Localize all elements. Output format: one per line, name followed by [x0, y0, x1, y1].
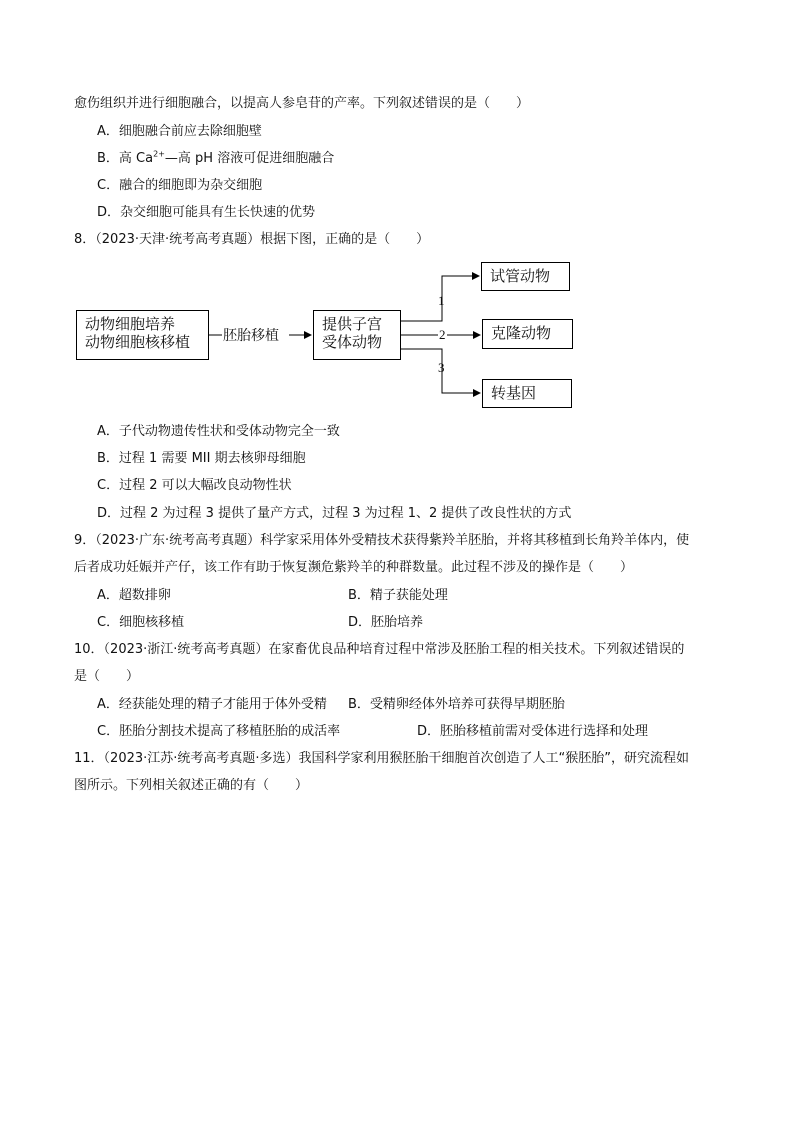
box-source-line2: 动物细胞核移植 — [85, 333, 191, 351]
q9-stem-line1: 9．（2023·广东·统考高考真题）科学家采用体外受精技术获得紫羚羊胚胎，并将其移植到长角羚羊体内，使 — [74, 533, 690, 548]
q8-stem: 8．（2023·天津·统考高考真题）根据下图，正确的是（ ） — [74, 232, 430, 247]
box-cloned-animal: 克隆动物 — [482, 319, 573, 349]
q7-option-b-post: —高 pH 溶液可促进细胞融合 — [164, 151, 335, 166]
q10-option-c: C．胚胎分割技术提高了移植胚胎的成活率 — [97, 724, 341, 739]
box-recipient — [313, 310, 401, 360]
arrow-label-embryo-transfer: 胚胎移植 — [223, 325, 279, 345]
q10-option-b: B．受精卵经体外培养可获得早期胚胎 — [348, 697, 565, 712]
q7-option-c: C．融合的细胞即为杂交细胞 — [97, 178, 263, 193]
box-test-tube-animal: 试管动物 — [481, 262, 570, 291]
q7-option-b-pre: B．高 Ca — [97, 151, 154, 166]
q9-stem-line2: 后者成功妊娠并产仔，该工作有助于恢复濒危紫羚羊的种群数量。此过程不涉及的操作是（ ） — [74, 560, 634, 575]
branch-label-3: 3 — [438, 360, 445, 375]
q10-stem-line1: 10．（2023·浙江·统考高考真题）在家畜优良品种培育过程中常涉及胚胎工程的相关技术。下列叙述错误的 — [74, 642, 685, 657]
q7-option-a: A．细胞融合前应去除细胞壁 — [97, 124, 262, 139]
box-recipient-line2: 受体动物 — [322, 333, 383, 351]
q7-stem-continuation: 愈伤组织并进行细胞融合，以提高人参皂苷的产率。下列叙述错误的是（ ） — [74, 96, 530, 111]
q9-option-a: A．超数排卵 — [97, 588, 171, 603]
box-recipient-line1: 提供子宫 — [322, 315, 383, 333]
q7-option-b-superscript: 2+ — [153, 149, 165, 159]
q8-option-d: D．过程 2 为过程 3 提供了量产方式，过程 3 为过程 1、2 提供了改良性状的方式 — [97, 506, 572, 521]
q9-option-c: C．细胞核移植 — [97, 615, 185, 630]
box-transgenic: 转基因 — [482, 379, 572, 408]
q11-stem-line2: 图所示。下列相关叙述正确的有（ ） — [74, 778, 309, 793]
q10-stem-line2: 是（ ） — [74, 669, 140, 684]
q11-stem-line1: 11．（2023·江苏·统考高考真题·多选）我国科学家利用猴胚胎干细胞首次创造了人工“猴胚胎”，研究流程如 — [74, 751, 689, 766]
q10-option-a: A．经获能处理的精子才能用于体外受精 — [97, 697, 327, 712]
q8-option-c: C．过程 2 可以大幅改良动物性状 — [97, 478, 292, 493]
q9-option-b: B．精子获能处理 — [348, 588, 448, 603]
q8-option-a: A．子代动物遗传性状和受体动物完全一致 — [97, 424, 340, 439]
q9-option-d: D．胚胎培养 — [348, 615, 424, 630]
branch-label-2: 2 — [439, 327, 446, 342]
box-source-line1: 动物细胞培养 — [85, 315, 176, 333]
box-source-techniques — [76, 310, 209, 360]
q10-option-d: D．胚胎移植前需对受体进行选择和处理 — [417, 724, 649, 739]
q8-option-b: B．过程 1 需要 MII 期去核卵母细胞 — [97, 451, 306, 466]
q7-option-d: D．杂交细胞可能具有生长快速的优势 — [97, 205, 316, 220]
branch-label-1: 1 — [438, 293, 445, 308]
